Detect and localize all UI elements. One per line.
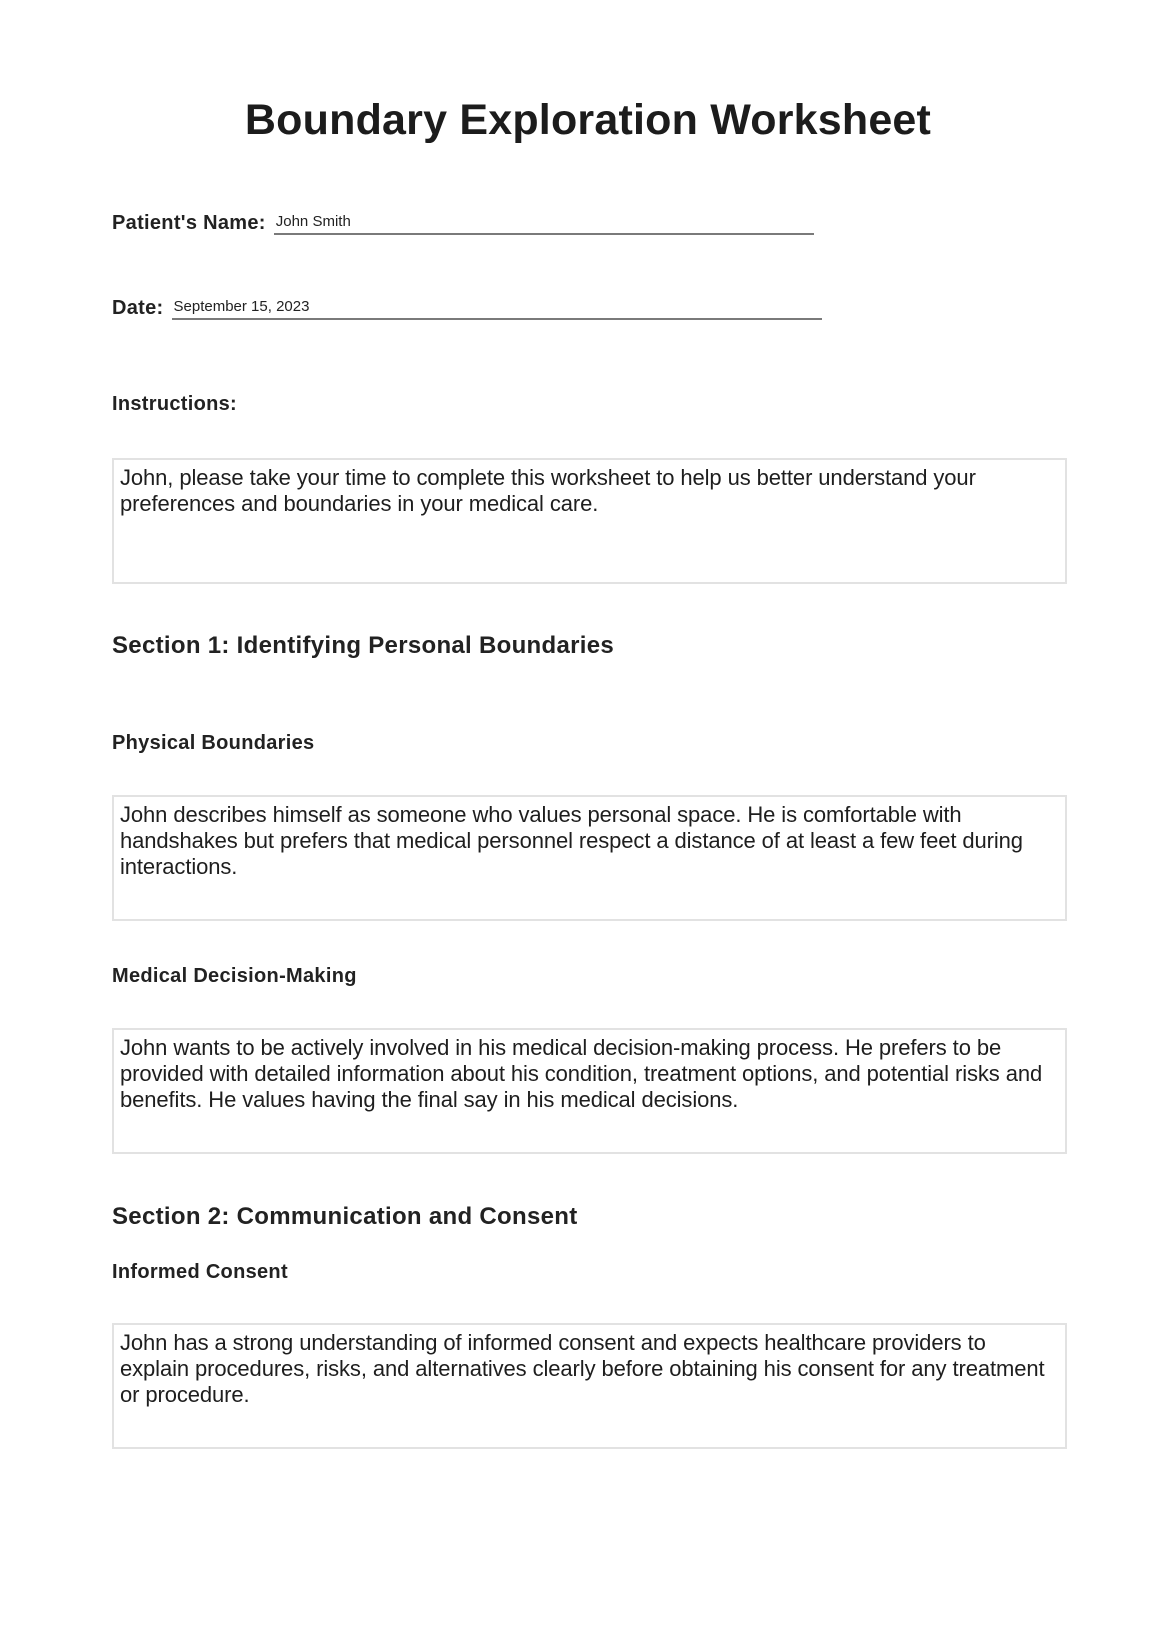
physical-boundaries-textbox[interactable]: John describes himself as someone who values personal space. He is comfortable with handshakes but prefers that medical personnel respect a distance of at least a few feet during interactions. [112,795,1067,921]
instructions-label: Instructions: [112,393,238,415]
document-title: Boundary Exploration Worksheet [244,96,932,144]
instructions-textbox[interactable]: John, please take your time to complete this worksheet to help us better understand your preferences and boundaries in your medical care. [112,458,1067,584]
informed-consent-textbox[interactable]: John has a strong understanding of informed consent and expects healthcare providers to explain procedures, risks, and alternatives clearly before obtaining his consent for any treatment or procedure. [112,1323,1067,1449]
physical-boundaries-heading: Physical Boundaries [112,732,315,754]
medical-decision-making-heading: Medical Decision-Making [112,965,357,987]
medical-decision-making-textbox[interactable]: John wants to be actively involved in his medical decision-making process. He prefers to be provided with detailed information about his condition, treatment options, and potential risks and benefits. He values having the final say in his medical decisions. [112,1028,1067,1154]
section-2-heading: Section 2: Communication and Consent [112,1203,578,1230]
section-1-heading: Section 1: Identifying Personal Boundaries [112,632,615,659]
patient-name-label: Patient's Name: [112,212,266,234]
patient-name-field[interactable]: John Smith [274,213,814,235]
date-label: Date: [112,297,164,319]
date-field[interactable]: September 15, 2023 [172,298,822,320]
patient-name-row [112,212,814,235]
date-row [112,297,822,320]
informed-consent-heading: Informed Consent [112,1261,288,1283]
